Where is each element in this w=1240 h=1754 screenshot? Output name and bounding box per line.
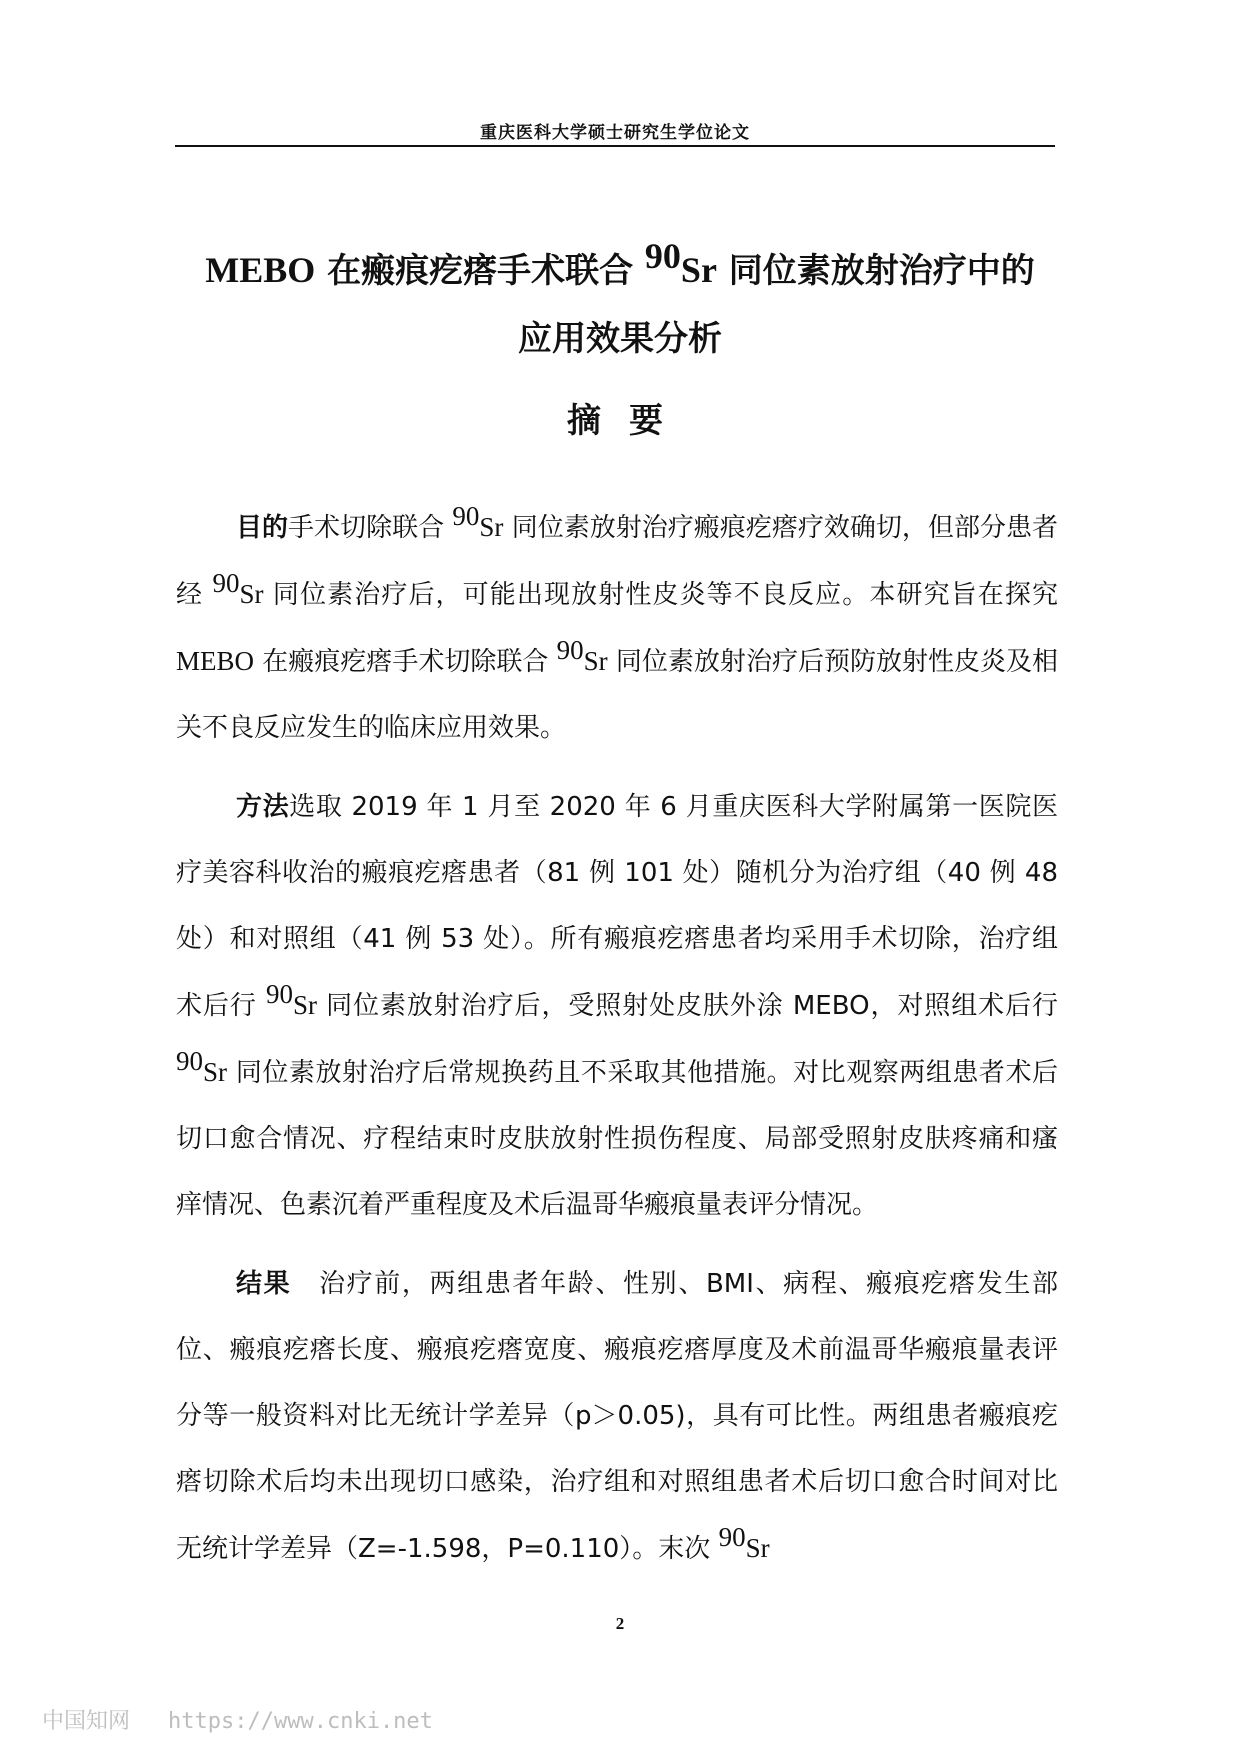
isotope-symbol: Sr <box>203 1057 228 1087</box>
page-number: 2 <box>615 1614 625 1633</box>
objective-paragraph <box>176 494 1058 761</box>
mebo-term: MEBO <box>176 646 255 676</box>
isotope-symbol: Sr <box>745 1533 770 1563</box>
isotope-symbol: Sr <box>239 579 264 609</box>
objective-label: 目的 <box>236 513 289 543</box>
objective-text: 同位素治疗后，可能出现放射性皮炎等不良反应。本研究旨在探究 <box>263 580 1059 610</box>
objective-text: 同位素放射治疗后预防放射性皮炎及相关不良反应发生的临床应用效果。 <box>176 647 1059 743</box>
methods-text: 选取 2019 年 1 月至 2020 年 6 月重庆医科大学附属第一医院医疗美容科收治的瘢痕疙瘩患者（81 例 101 处）随机分为治疗组（40 例 48 处）和对照组（41 例 53 处）。所有瘢痕疙瘩患者均采用手术切除，治疗组术后行 <box>176 792 1058 1021</box>
title-line-1 <box>160 236 1080 305</box>
title-isotope-mass: 90 <box>644 236 681 276</box>
isotope-mass: 90 <box>452 501 480 531</box>
watermark-url: https://www.cnki.net <box>168 1709 433 1734</box>
isotope-symbol: Sr <box>479 512 504 542</box>
title-text-end: 同位素放射治疗中的 <box>716 251 1035 291</box>
title-line-2: 应用效果分析 <box>518 319 722 359</box>
objective-text: 手术切除联合 <box>288 513 453 543</box>
header-rule <box>175 145 1055 147</box>
abstract-body <box>176 494 1058 1595</box>
cnki-watermark <box>42 1704 433 1735</box>
results-text: 治疗前，两组患者年龄、性别、BMI、病程、瘢痕疙瘩发生部位、瘢痕疙瘩长度、瘢痕疙瘩宽度、瘢痕疙瘩厚度及术前温哥华瘢痕量表评分等一般资料对比无统计学差异（p＞0.05)，具有可比性。两组患者瘢痕疙瘩切除术后均未出现切口感染，治疗组和对照组患者术后切口愈合时间对比无统计学差异（Z=-1.598，P=0.110）。末次 <box>176 1269 1058 1564</box>
running-header: 重庆医科大学硕士研究生学位论文 <box>480 123 750 143</box>
isotope-mass: 90 <box>265 979 293 1009</box>
results-label: 结果 <box>236 1269 292 1299</box>
isotope-symbol: Sr <box>583 646 608 676</box>
isotope-mass: 90 <box>556 635 584 665</box>
methods-text: 同位素放射治疗后常规换药且不采取其他措施。对比观察两组患者术后切口愈合情况、疗程结束时皮肤放射性损伤程度、局部受照射皮肤疼痛和瘙痒情况、色素沉着严重程度及术后温哥华瘢痕量表评分情况。 <box>176 1058 1058 1220</box>
isotope-mass: 90 <box>718 1522 746 1552</box>
isotope-mass: 90 <box>212 568 240 598</box>
title-text: 在瘢痕疙瘩手术联合 <box>315 251 645 291</box>
objective-text: 在瘢痕疙瘩手术切除联合 <box>254 647 557 677</box>
isotope-symbol: Sr <box>292 990 317 1020</box>
methods-label: 方法 <box>236 792 290 822</box>
thesis-title <box>160 236 1080 373</box>
title-mebo: MEBO <box>205 250 316 290</box>
methods-paragraph <box>176 774 1058 1238</box>
isotope-mass: 90 <box>176 1046 203 1076</box>
methods-text: 同位素放射治疗后，受照射处皮肤外涂 MEBO，对照组术后行 <box>316 991 1058 1021</box>
title-isotope: Sr <box>680 250 717 290</box>
watermark-name: 中国知网 <box>42 1709 131 1734</box>
abstract-heading: 摘要 <box>567 401 691 441</box>
objective-text: 同位素放射治疗瘢痕疙瘩疗效确切，但部分患者经 <box>176 513 1058 610</box>
results-paragraph <box>176 1251 1058 1582</box>
